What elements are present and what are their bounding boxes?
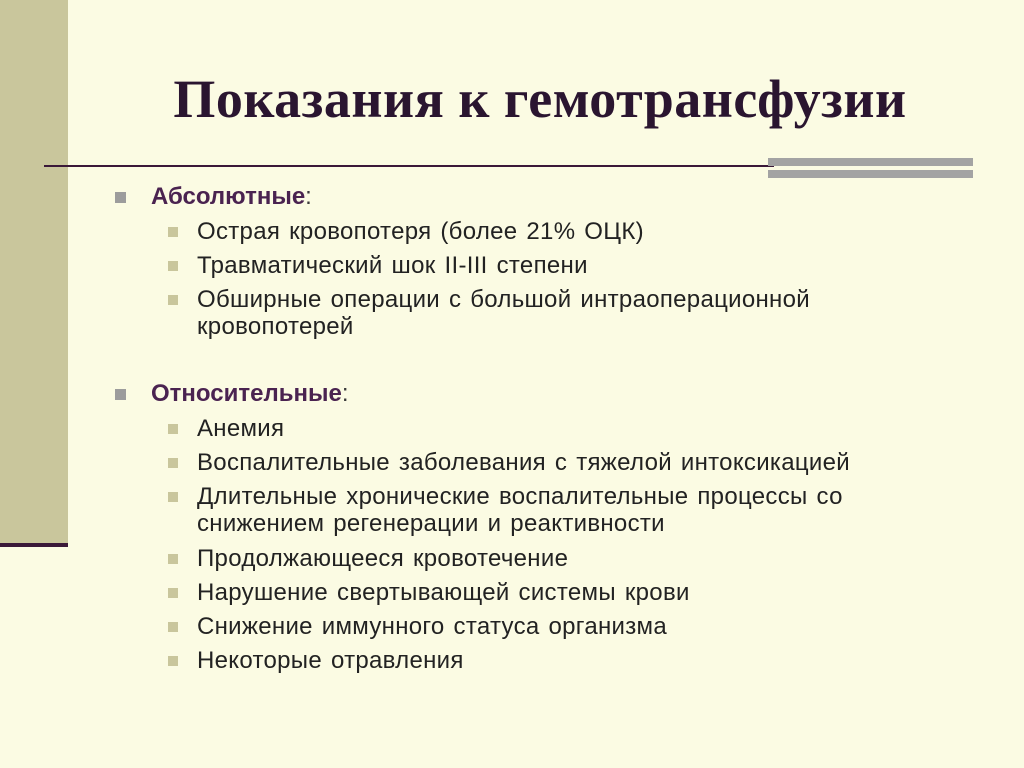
bullet-square-icon — [115, 192, 126, 203]
section-heading: Относительные — [151, 380, 342, 407]
slide-title: Показания к гемотрансфузии — [173, 69, 907, 129]
list-item — [168, 483, 843, 537]
section-heading-colon: : — [305, 183, 312, 210]
list-item-text: Длительные хронические воспалительные процессы со — [197, 483, 843, 510]
list-item-text: Нарушение свертывающей системы крови — [197, 579, 690, 606]
list-item-text: Обширные операции с большой интраоперационной — [197, 286, 810, 313]
section-heading: Абсолютные — [151, 183, 306, 210]
list-item-text: Продолжающееся кровотечение — [197, 545, 569, 572]
list-item — [168, 579, 690, 606]
section-heading-colon: : — [341, 380, 349, 407]
list-item — [168, 218, 644, 245]
bullet-square-icon — [168, 424, 178, 434]
bullet-square-icon — [168, 622, 178, 632]
list-item-text-continued: кровопотерей — [197, 313, 354, 340]
list-item-text: Острая кровопотеря (более 21% ОЦК) — [197, 218, 644, 245]
list-item — [168, 647, 464, 674]
list-item — [168, 613, 667, 640]
section-absolute — [115, 183, 312, 211]
list-item-text: Анемия — [197, 415, 285, 442]
list-item-text: Снижение иммунного статуса организма — [197, 613, 667, 640]
section-relative — [115, 380, 348, 408]
list-item — [168, 286, 810, 340]
list-item — [168, 449, 850, 476]
bullet-square-icon — [168, 227, 178, 237]
list-item-text-continued: снижением регенерации и реактивности — [197, 510, 665, 537]
list-item-text: Травматический шок II-III степени — [197, 252, 588, 279]
bullet-square-icon — [168, 554, 178, 564]
bullet-square-icon — [168, 458, 178, 468]
list-item-text: Некоторые отравления — [197, 647, 464, 674]
list-item — [168, 415, 284, 442]
list-item — [168, 252, 588, 279]
bullet-square-icon — [168, 261, 178, 271]
list-item-text: Воспалительные заболевания с тяжелой интоксикацией — [197, 449, 850, 476]
bullet-square-icon — [168, 656, 178, 666]
bullet-square-icon — [168, 492, 178, 502]
list-item — [168, 545, 568, 572]
bullet-square-icon — [168, 295, 178, 305]
bullet-square-icon — [115, 389, 126, 400]
bullet-square-icon — [168, 588, 178, 598]
